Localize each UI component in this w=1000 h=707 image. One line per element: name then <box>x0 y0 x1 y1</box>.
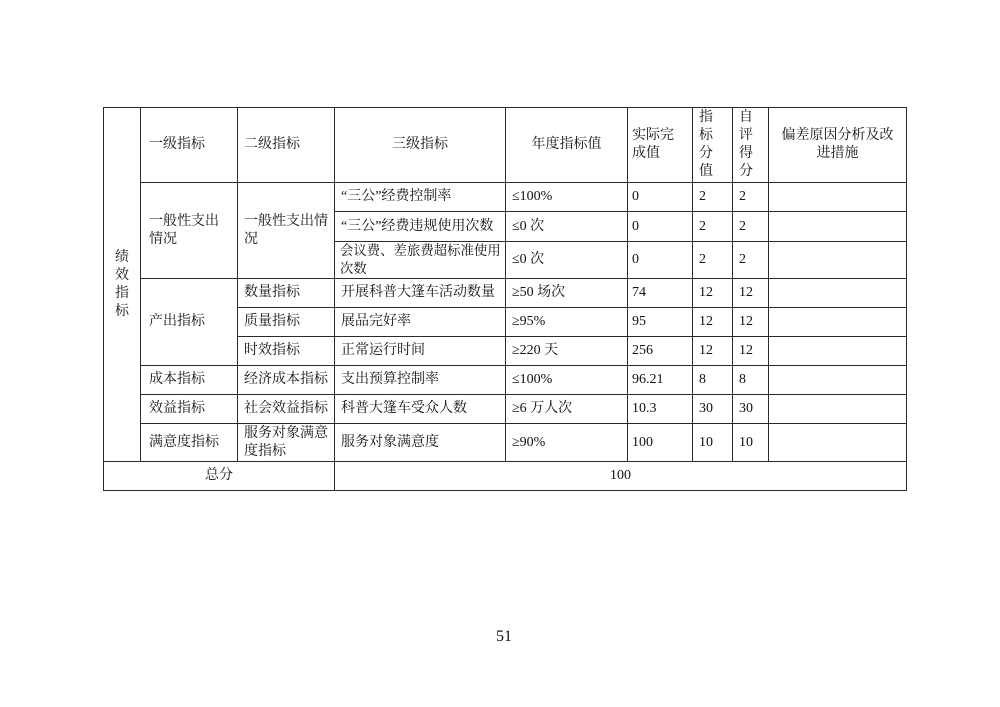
cell-level2: 经济成本指标 <box>238 366 335 395</box>
row-group-label: 绩效指标 <box>115 249 129 319</box>
cell-deviation <box>769 279 907 308</box>
cell-deviation <box>769 424 907 462</box>
header-actual-value-cell <box>628 108 693 183</box>
cell-self-score: 2 <box>733 242 769 279</box>
header-self-score: 自评得分 <box>739 110 753 179</box>
cell-deviation <box>769 183 907 212</box>
cell-deviation <box>769 308 907 337</box>
cell-actual: 96.21 <box>628 366 693 395</box>
cell-deviation <box>769 242 907 279</box>
cell-actual: 0 <box>628 212 693 242</box>
header-indicator-score: 指标分值 <box>699 110 713 179</box>
cell-level1: 一般性支出情况 <box>141 183 238 279</box>
cell-target: ≥90% <box>506 424 628 462</box>
cell-indicator-score: 12 <box>693 337 733 366</box>
cell-actual: 95 <box>628 308 693 337</box>
cell-level2: 社会效益指标 <box>238 395 335 424</box>
cell-level1: 成本指标 <box>141 366 238 395</box>
cell-actual: 10.3 <box>628 395 693 424</box>
cell-target: ≤0 次 <box>506 212 628 242</box>
cell-level1: 产出指标 <box>141 279 238 366</box>
cell-actual: 0 <box>628 183 693 212</box>
total-row <box>104 462 907 491</box>
cell-target: ≤100% <box>506 183 628 212</box>
cell-actual: 256 <box>628 337 693 366</box>
cell-self-score: 12 <box>733 337 769 366</box>
cell-deviation <box>769 337 907 366</box>
cell-actual: 0 <box>628 242 693 279</box>
page-number: 51 <box>496 628 512 645</box>
cell-level1: 满意度指标 <box>141 424 238 462</box>
cell-indicator-score: 12 <box>693 279 733 308</box>
cell-level3: “三公”经费违规使用次数 <box>335 212 506 242</box>
cell-indicator-score: 2 <box>693 212 733 242</box>
header-level2: 二级指标 <box>238 108 335 183</box>
cell-level3: 支出预算控制率 <box>335 366 506 395</box>
cell-level2: 数量指标 <box>238 279 335 308</box>
cell-indicator-score: 2 <box>693 242 733 279</box>
table-header-row <box>104 108 907 183</box>
cell-level1: 效益指标 <box>141 395 238 424</box>
cell-level3: “三公”经费控制率 <box>335 183 506 212</box>
cell-self-score: 10 <box>733 424 769 462</box>
table-row <box>104 395 907 424</box>
cell-level3: 会议费、差旅费超标准使用次数 <box>335 242 506 279</box>
cell-target: ≤100% <box>506 366 628 395</box>
table-row <box>104 183 907 212</box>
header-annual-target: 年度指标值 <box>506 108 628 183</box>
cell-actual: 100 <box>628 424 693 462</box>
cell-deviation <box>769 395 907 424</box>
row-group-label-cell <box>104 108 141 462</box>
cell-deviation <box>769 212 907 242</box>
header-level1: 一级指标 <box>141 108 238 183</box>
performance-table <box>103 107 907 491</box>
cell-level3: 开展科普大篷车活动数量 <box>335 279 506 308</box>
cell-indicator-score: 30 <box>693 395 733 424</box>
header-level3: 三级指标 <box>335 108 506 183</box>
cell-self-score: 2 <box>733 212 769 242</box>
cell-target: ≥95% <box>506 308 628 337</box>
cell-self-score: 2 <box>733 183 769 212</box>
cell-deviation <box>769 366 907 395</box>
header-deviation-analysis: 偏差原因分析及改进措施 <box>781 128 894 161</box>
cell-level2: 时效指标 <box>238 337 335 366</box>
total-label: 总分 <box>104 462 335 491</box>
cell-actual: 74 <box>628 279 693 308</box>
cell-target: ≤0 次 <box>506 242 628 279</box>
cell-level2: 一般性支出情况 <box>238 183 335 279</box>
cell-target: ≥50 场次 <box>506 279 628 308</box>
cell-target: ≥6 万人次 <box>506 395 628 424</box>
table-row <box>104 279 907 308</box>
cell-indicator-score: 8 <box>693 366 733 395</box>
table-row <box>104 366 907 395</box>
header-indicator-score-cell <box>693 108 733 183</box>
cell-level2: 服务对象满意度指标 <box>238 424 335 462</box>
cell-target: ≥220 天 <box>506 337 628 366</box>
header-actual-value: 实际完成值 <box>632 128 674 161</box>
cell-level3: 展品完好率 <box>335 308 506 337</box>
header-self-score-cell <box>733 108 769 183</box>
cell-self-score: 30 <box>733 395 769 424</box>
cell-level3: 服务对象满意度 <box>335 424 506 462</box>
cell-level2: 质量指标 <box>238 308 335 337</box>
cell-level3: 正常运行时间 <box>335 337 506 366</box>
cell-self-score: 12 <box>733 308 769 337</box>
cell-self-score: 8 <box>733 366 769 395</box>
cell-indicator-score: 2 <box>693 183 733 212</box>
header-deviation-cell <box>769 108 907 183</box>
cell-indicator-score: 12 <box>693 308 733 337</box>
cell-self-score: 12 <box>733 279 769 308</box>
table-row <box>104 424 907 462</box>
total-value: 100 <box>335 462 907 491</box>
cell-indicator-score: 10 <box>693 424 733 462</box>
cell-level3: 科普大篷车受众人数 <box>335 395 506 424</box>
